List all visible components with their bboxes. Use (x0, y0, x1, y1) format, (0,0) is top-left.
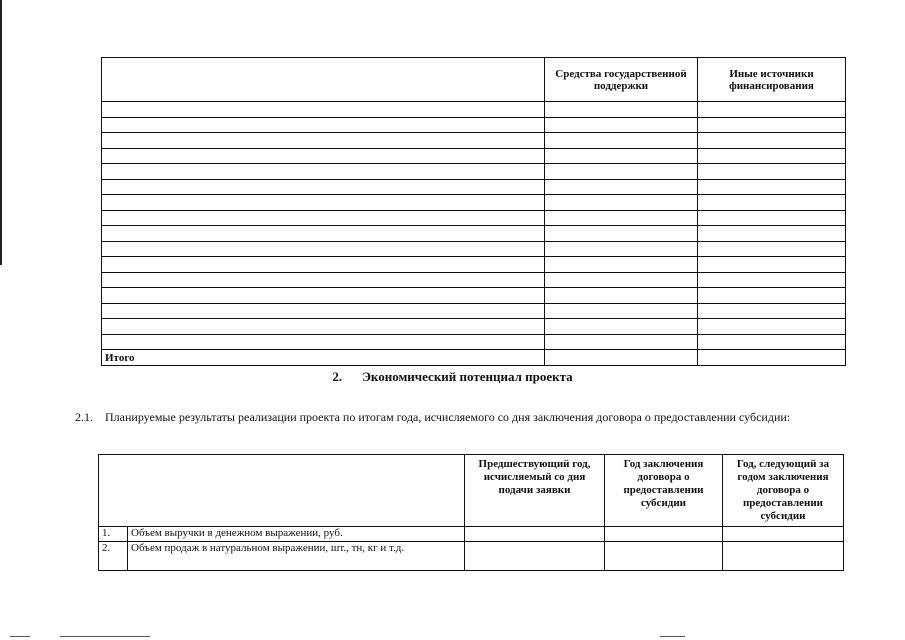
funding-cell[interactable] (102, 148, 545, 164)
funding-empty-row (102, 195, 846, 211)
funding-empty-row (102, 117, 846, 133)
left-margin-line (0, 0, 2, 265)
funding-cell[interactable] (545, 210, 698, 226)
funding-sources-table (101, 57, 846, 366)
funding-cell[interactable] (545, 241, 698, 257)
results-header-row (99, 455, 844, 527)
funding-cell[interactable] (698, 102, 846, 118)
funding-empty-row (102, 210, 846, 226)
funding-empty-row (102, 241, 846, 257)
funding-cell[interactable] (545, 303, 698, 319)
funding-cell[interactable] (545, 148, 698, 164)
funding-empty-row (102, 303, 846, 319)
row-label: Объем выручки в денежном выражении, руб. (128, 527, 465, 542)
funding-cell[interactable] (545, 179, 698, 195)
funding-cell[interactable] (102, 195, 545, 211)
funding-cell[interactable] (698, 210, 846, 226)
funding-cell[interactable] (102, 288, 545, 304)
scan-artifact-line (660, 636, 685, 637)
funding-cell[interactable] (698, 226, 846, 242)
funding-empty-row (102, 334, 846, 350)
funding-cell[interactable] (545, 334, 698, 350)
scan-artifact-line (10, 636, 30, 637)
funding-cell[interactable] (698, 288, 846, 304)
funding-cell[interactable] (102, 334, 545, 350)
funding-cell[interactable] (102, 117, 545, 133)
funding-cell[interactable] (698, 272, 846, 288)
funding-cell[interactable] (698, 133, 846, 149)
results-header-empty (99, 455, 465, 527)
funding-cell[interactable] (698, 195, 846, 211)
results-header-contract-year: Год заключения договора о предоставлении субсидии (605, 455, 723, 527)
results-header-next-year: Год, следующий за годом заключения договора о предоставлении субсидии (723, 455, 844, 527)
funding-cell[interactable] (102, 133, 545, 149)
row-number: 1. (99, 527, 128, 542)
section-heading: Экономический потенциал проекта (362, 369, 573, 384)
funding-table-header-row (102, 58, 846, 102)
funding-empty-row (102, 179, 846, 195)
funding-total-row (102, 350, 846, 366)
funding-header-other-sources: Иные источники финансирования (698, 58, 846, 102)
results-row-revenue (99, 527, 844, 542)
funding-cell[interactable] (698, 179, 846, 195)
funding-cell[interactable] (102, 257, 545, 273)
paragraph-number: 2.1. (75, 410, 93, 424)
funding-total-other-cell[interactable] (698, 350, 846, 366)
sales-contract-year-cell[interactable] (605, 542, 723, 571)
funding-empty-row (102, 102, 846, 118)
funding-cell[interactable] (545, 117, 698, 133)
funding-cell[interactable] (102, 164, 545, 180)
revenue-previous-year-cell[interactable] (465, 527, 605, 542)
funding-cell[interactable] (698, 241, 846, 257)
funding-cell[interactable] (698, 319, 846, 335)
funding-empty-row (102, 272, 846, 288)
funding-cell[interactable] (545, 272, 698, 288)
funding-cell[interactable] (545, 226, 698, 242)
funding-cell[interactable] (102, 210, 545, 226)
funding-cell[interactable] (102, 179, 545, 195)
funding-cell[interactable] (102, 226, 545, 242)
funding-header-state-support: Средства государственной поддержки (545, 58, 698, 102)
funding-cell[interactable] (545, 288, 698, 304)
row-number: 2. (99, 542, 128, 571)
funding-total-label: Итого (102, 350, 545, 366)
section-number: 2. (332, 369, 343, 384)
results-table (98, 454, 844, 571)
funding-cell[interactable] (102, 319, 545, 335)
results-header-previous-year: Предшествующий год, исчисляемый со дня подачи заявки (465, 455, 605, 527)
funding-empty-row (102, 257, 846, 273)
funding-cell[interactable] (102, 241, 545, 257)
funding-empty-row (102, 319, 846, 335)
revenue-next-year-cell[interactable] (723, 527, 844, 542)
funding-cell[interactable] (102, 272, 545, 288)
funding-cell[interactable] (698, 334, 846, 350)
funding-cell[interactable] (545, 133, 698, 149)
funding-cell[interactable] (545, 319, 698, 335)
sales-previous-year-cell[interactable] (465, 542, 605, 571)
funding-cell[interactable] (698, 164, 846, 180)
row-label: Объем продаж в натуральном выражении, шт., тн, кг и т.д. (128, 542, 465, 571)
funding-cell[interactable] (698, 257, 846, 273)
section-2-title (0, 369, 905, 385)
funding-cell[interactable] (545, 102, 698, 118)
funding-empty-row (102, 226, 846, 242)
results-row-sales-volume (99, 542, 844, 571)
funding-total-state-cell[interactable] (545, 350, 698, 366)
funding-cell[interactable] (545, 164, 698, 180)
funding-cell[interactable] (102, 102, 545, 118)
scan-artifact-line (60, 636, 150, 637)
funding-empty-row (102, 164, 846, 180)
funding-header-empty (102, 58, 545, 102)
sales-next-year-cell[interactable] (723, 542, 844, 571)
funding-empty-row (102, 148, 846, 164)
funding-cell[interactable] (545, 257, 698, 273)
funding-empty-row (102, 288, 846, 304)
paragraph-text: Планируемые результаты реализации проекта по итогам года, исчисляемого со дня заключения договора о предоставлении субсидии: (105, 410, 791, 424)
funding-empty-row (102, 133, 846, 149)
funding-cell[interactable] (545, 195, 698, 211)
funding-cell[interactable] (698, 303, 846, 319)
funding-cell[interactable] (698, 148, 846, 164)
revenue-contract-year-cell[interactable] (605, 527, 723, 542)
funding-cell[interactable] (698, 117, 846, 133)
funding-cell[interactable] (102, 303, 545, 319)
